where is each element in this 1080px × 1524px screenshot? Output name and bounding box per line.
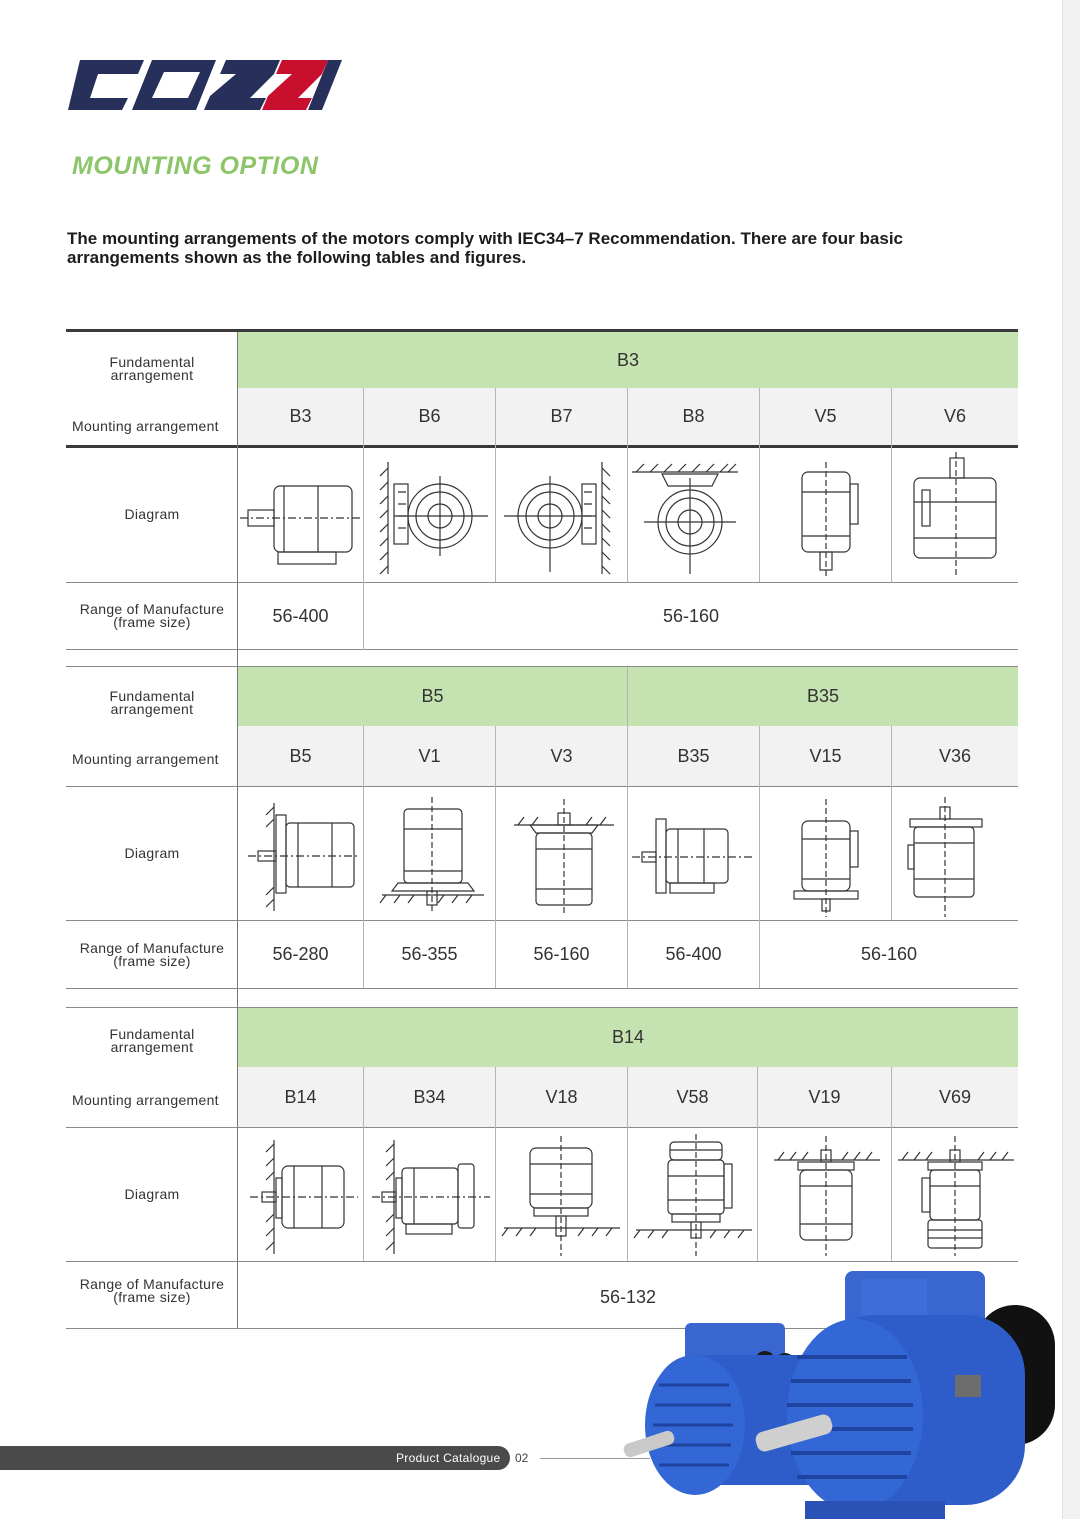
v5-vertical-shaft-down-diagram	[760, 448, 891, 580]
mounting-label: Mounting arrangement	[72, 751, 219, 767]
range-cell: 56-280	[272, 944, 329, 964]
footer-divider	[540, 1458, 650, 1459]
b8-ceiling-diagram	[628, 448, 759, 580]
v18-face-down-diagram	[496, 1130, 627, 1260]
v15-foot-flange-down-diagram	[760, 789, 891, 919]
mounting-cell: B8	[682, 406, 705, 426]
mounting-cell: B7	[550, 406, 573, 426]
b6-wall-left-diagram	[364, 448, 495, 580]
b34-foot-face-diagram	[364, 1130, 495, 1260]
fundamental-cell: B14	[238, 1008, 1018, 1067]
mounting-cell: V6	[943, 406, 967, 426]
v36-foot-flange-up-diagram	[892, 789, 1018, 919]
v19-face-up-diagram	[758, 1130, 891, 1260]
cozzi-logo	[66, 52, 342, 116]
mounting-cell: V3	[550, 745, 573, 766]
diagram-label: Diagram	[124, 505, 180, 522]
mounting-cell: V1	[418, 745, 441, 766]
range-cell: 56-132	[599, 1286, 657, 1307]
mounting-table-b5-b35	[66, 649, 1018, 991]
range-cell: 56-400	[665, 944, 722, 964]
range-cell: 56-160	[533, 944, 590, 964]
b35-foot-flange-diagram	[628, 789, 759, 919]
mounting-cell: B14	[284, 1086, 317, 1107]
mounting-cell: V5	[814, 406, 837, 426]
range-label: Range of Manufacture (frame size)	[79, 939, 225, 969]
range-label: Range of Manufacture (frame size)	[79, 1276, 225, 1305]
mounting-cell: V58	[676, 1086, 709, 1107]
mounting-cell: V18	[545, 1086, 578, 1107]
mounting-cell: V15	[809, 745, 842, 766]
fundamental-label: Fundamental arrangement	[109, 688, 195, 717]
footer-label: Product Catalogue	[396, 1451, 501, 1465]
range-cell: 56-160	[662, 605, 720, 626]
v69-foot-face-up-diagram	[892, 1130, 1018, 1260]
mounting-table-b3	[66, 329, 1018, 651]
mounting-cell: B5	[289, 745, 312, 766]
fundamental-cell: B5	[238, 667, 627, 726]
diagram-label: Diagram	[124, 1186, 180, 1202]
range-label: Range of Manufacture (frame size)	[79, 601, 225, 630]
mounting-cell: V19	[808, 1086, 841, 1107]
range-cell: 56-355	[401, 944, 458, 964]
mounting-cell: B6	[418, 406, 441, 426]
section-title: MOUNTING OPTION	[72, 152, 319, 180]
fundamental-cell: B3	[238, 332, 1018, 388]
fundamental-label: Fundamental arrangement	[109, 354, 195, 383]
electric-motors-photo	[615, 1265, 1065, 1519]
intro-paragraph: The mounting arrangements of the motors comply with IEC34–7 Recommendation. There are four basic arrangements shown as the following tables and figures.	[67, 229, 903, 267]
fundamental-label: Fundamental arrangement	[109, 1026, 195, 1055]
b14-face-diagram	[238, 1130, 363, 1260]
mounting-cell: B3	[289, 406, 312, 426]
mounting-cell: V36	[938, 745, 972, 766]
b5-flange-diagram	[238, 789, 363, 919]
b7-wall-right-diagram	[496, 448, 627, 580]
b3-foot-horizontal-diagram	[238, 448, 363, 580]
v1-flange-down-diagram	[364, 789, 495, 919]
fundamental-cell: B35	[628, 667, 1018, 726]
range-cell: 56-160	[860, 944, 918, 964]
range-cell: 56-400	[272, 605, 329, 626]
mounting-cell: B35	[677, 745, 710, 766]
v3-flange-up-diagram	[496, 789, 627, 919]
mounting-label: Mounting arrangement	[72, 418, 219, 434]
diagram-label: Diagram	[124, 845, 180, 861]
v6-vertical-shaft-up-diagram	[892, 448, 1018, 580]
page-number: 02	[515, 1451, 529, 1465]
mounting-cell: B34	[413, 1086, 446, 1107]
v58-foot-face-down-diagram	[628, 1130, 757, 1260]
mounting-cell: V69	[938, 1086, 972, 1107]
mounting-label: Mounting arrangement	[72, 1092, 219, 1108]
